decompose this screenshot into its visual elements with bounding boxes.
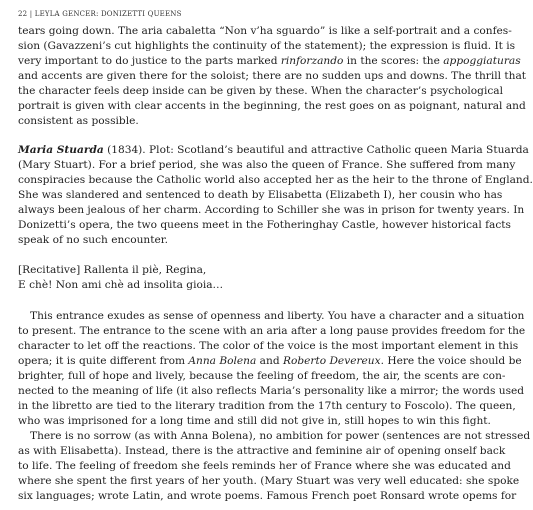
text-line-p3-3 (18, 339, 519, 353)
text-line-p2-4 (18, 188, 503, 202)
text-run: sion (Gavazzeni’s cut highlights the continuity of the statement); the expression is fluid. It is (18, 40, 516, 52)
text-run: in the libretto are tied to the literary tradition from the 17th century to Foscolo). The queen, (18, 400, 516, 412)
text-run: opera; it is quite different from (18, 355, 189, 367)
text-line-p1-4 (18, 69, 527, 83)
text-line-p1-3 (18, 54, 521, 68)
text-line-p3-1 (18, 309, 525, 323)
text-line-p3-6 (18, 384, 525, 398)
text-line-p3-8 (18, 414, 496, 428)
text-run: always been jealous of her charm. According to Schiller she was in prison for twenty years. In (18, 204, 525, 216)
text-run: brighter, full of hope and lively, because the feeling of freedom, the air, the scents are con- (18, 370, 506, 382)
text-line-p1-7 (18, 114, 496, 128)
text-run: the character feels deep inside can be given by these. When the character’s psychological (18, 85, 503, 97)
italic-term: rinforzando (280, 55, 344, 67)
text-line-p2-6 (18, 218, 511, 232)
text-line-p1-5 (18, 84, 503, 98)
text-run: very important to do justice to the parts marked (18, 55, 281, 67)
text-line-p1-2 (18, 39, 516, 53)
text-line-p1-6 (18, 99, 526, 113)
text-run: to present. The entrance to the scene with an aria after a long pause provides freedom for the (18, 325, 526, 337)
text-run: [Recitative] Rallenta il piè, Regina, (18, 264, 207, 276)
text-run: where she spent the first years of her youth. (Mary Stuart was very well educated: she spoke (18, 475, 520, 487)
text-run: portrait is given with clear accents in the beginning, the rest goes on as poignant, natural and (18, 100, 526, 112)
text-run: as with Elisabetta). Instead, there is the attractive and feminine air of opening onself back (18, 445, 506, 457)
text-line-p2-3 (18, 173, 533, 187)
text-line-p4-4 (18, 474, 520, 488)
text-line-p1-1 (18, 24, 512, 38)
text-line-q-1 (18, 263, 496, 277)
text-run: character to let off the reactions. The color of the voice is the most important element in this (18, 340, 519, 352)
opera-title: Maria Stuarda (18, 144, 104, 156)
text-line-p3-5 (18, 369, 506, 383)
text-run: six languages; wrote Latin, and wrote poems. Famous French poet Ronsard wrote opems for (18, 490, 517, 502)
italic-term: appoggiaturas (443, 55, 521, 67)
text-run: She was slandered and sentenced to death by Elisabetta (Elizabeth I), her cousin who has (18, 189, 503, 201)
text-line-p4-5 (18, 489, 517, 503)
text-run: There is no sorrow (as with Anna Bolena), no ambition for power (sentences are not stressed (30, 430, 531, 442)
text-line-p3-7 (18, 399, 516, 413)
text-run: consistent as possible. (18, 115, 139, 127)
text-line-p3-4 (18, 354, 522, 368)
text-run: and (256, 355, 283, 367)
text-line-p4-1 (18, 429, 531, 443)
text-run: speak of no such encounter. (18, 234, 169, 246)
text-line-p2-1 (18, 143, 529, 157)
text-run: nected to the meaning of life (it also reflects Maria’s personality like a mirror; the words used (18, 385, 525, 397)
text-run: (1834). Plot: Scotland’s beautiful and attractive Catholic queen Maria Stuarda (103, 144, 529, 156)
text-run: E chè! Non ami chè ad insolita gioia… (18, 279, 224, 291)
text-run: in the scores: the (343, 55, 444, 67)
text-line-p3-2 (18, 324, 526, 338)
text-run: This entrance exudes as sense of openness and liberty. You have a character and a situation (30, 310, 525, 322)
italic-term: Roberto Devereux (282, 355, 381, 367)
text-line-p2-5 (18, 203, 525, 217)
text-run: to life. The feeling of freedom she feels reminds her of France where she was educated and (18, 460, 511, 472)
text-line-p4-3 (18, 459, 511, 473)
running-head: 22 | LEYLA GENCER: DONIZETTI QUEENS (18, 10, 182, 18)
text-line-q-2 (18, 278, 496, 292)
text-line-p2-2 (18, 158, 516, 172)
text-run: conspiracies because the Catholic world also accepted her as the heir to the throne of England. (18, 174, 533, 186)
text-run: (Mary Stuart). For a brief period, she was also the queen of France. She suffered from many (18, 159, 516, 171)
text-run: and accents are given there for the soloist; there are no sudden ups and downs. The thrill that (18, 70, 527, 82)
text-run: Donizetti’s opera, the two queens meet in the Fotheringhay Castle, however historical facts (18, 219, 511, 231)
text-line-p4-2 (18, 444, 506, 458)
text-run: who was imprisoned for a long time and still did not give in, still hopes to win this fight. (18, 415, 491, 427)
italic-term: Anna Bolena (188, 355, 257, 367)
text-line-p2-7 (18, 233, 496, 247)
text-run: . Here the voice should be (380, 355, 522, 367)
text-run: tears going down. The aria cabaletta “Non v’ha sguardo” is like a self-portrait and a confes- (18, 25, 512, 37)
